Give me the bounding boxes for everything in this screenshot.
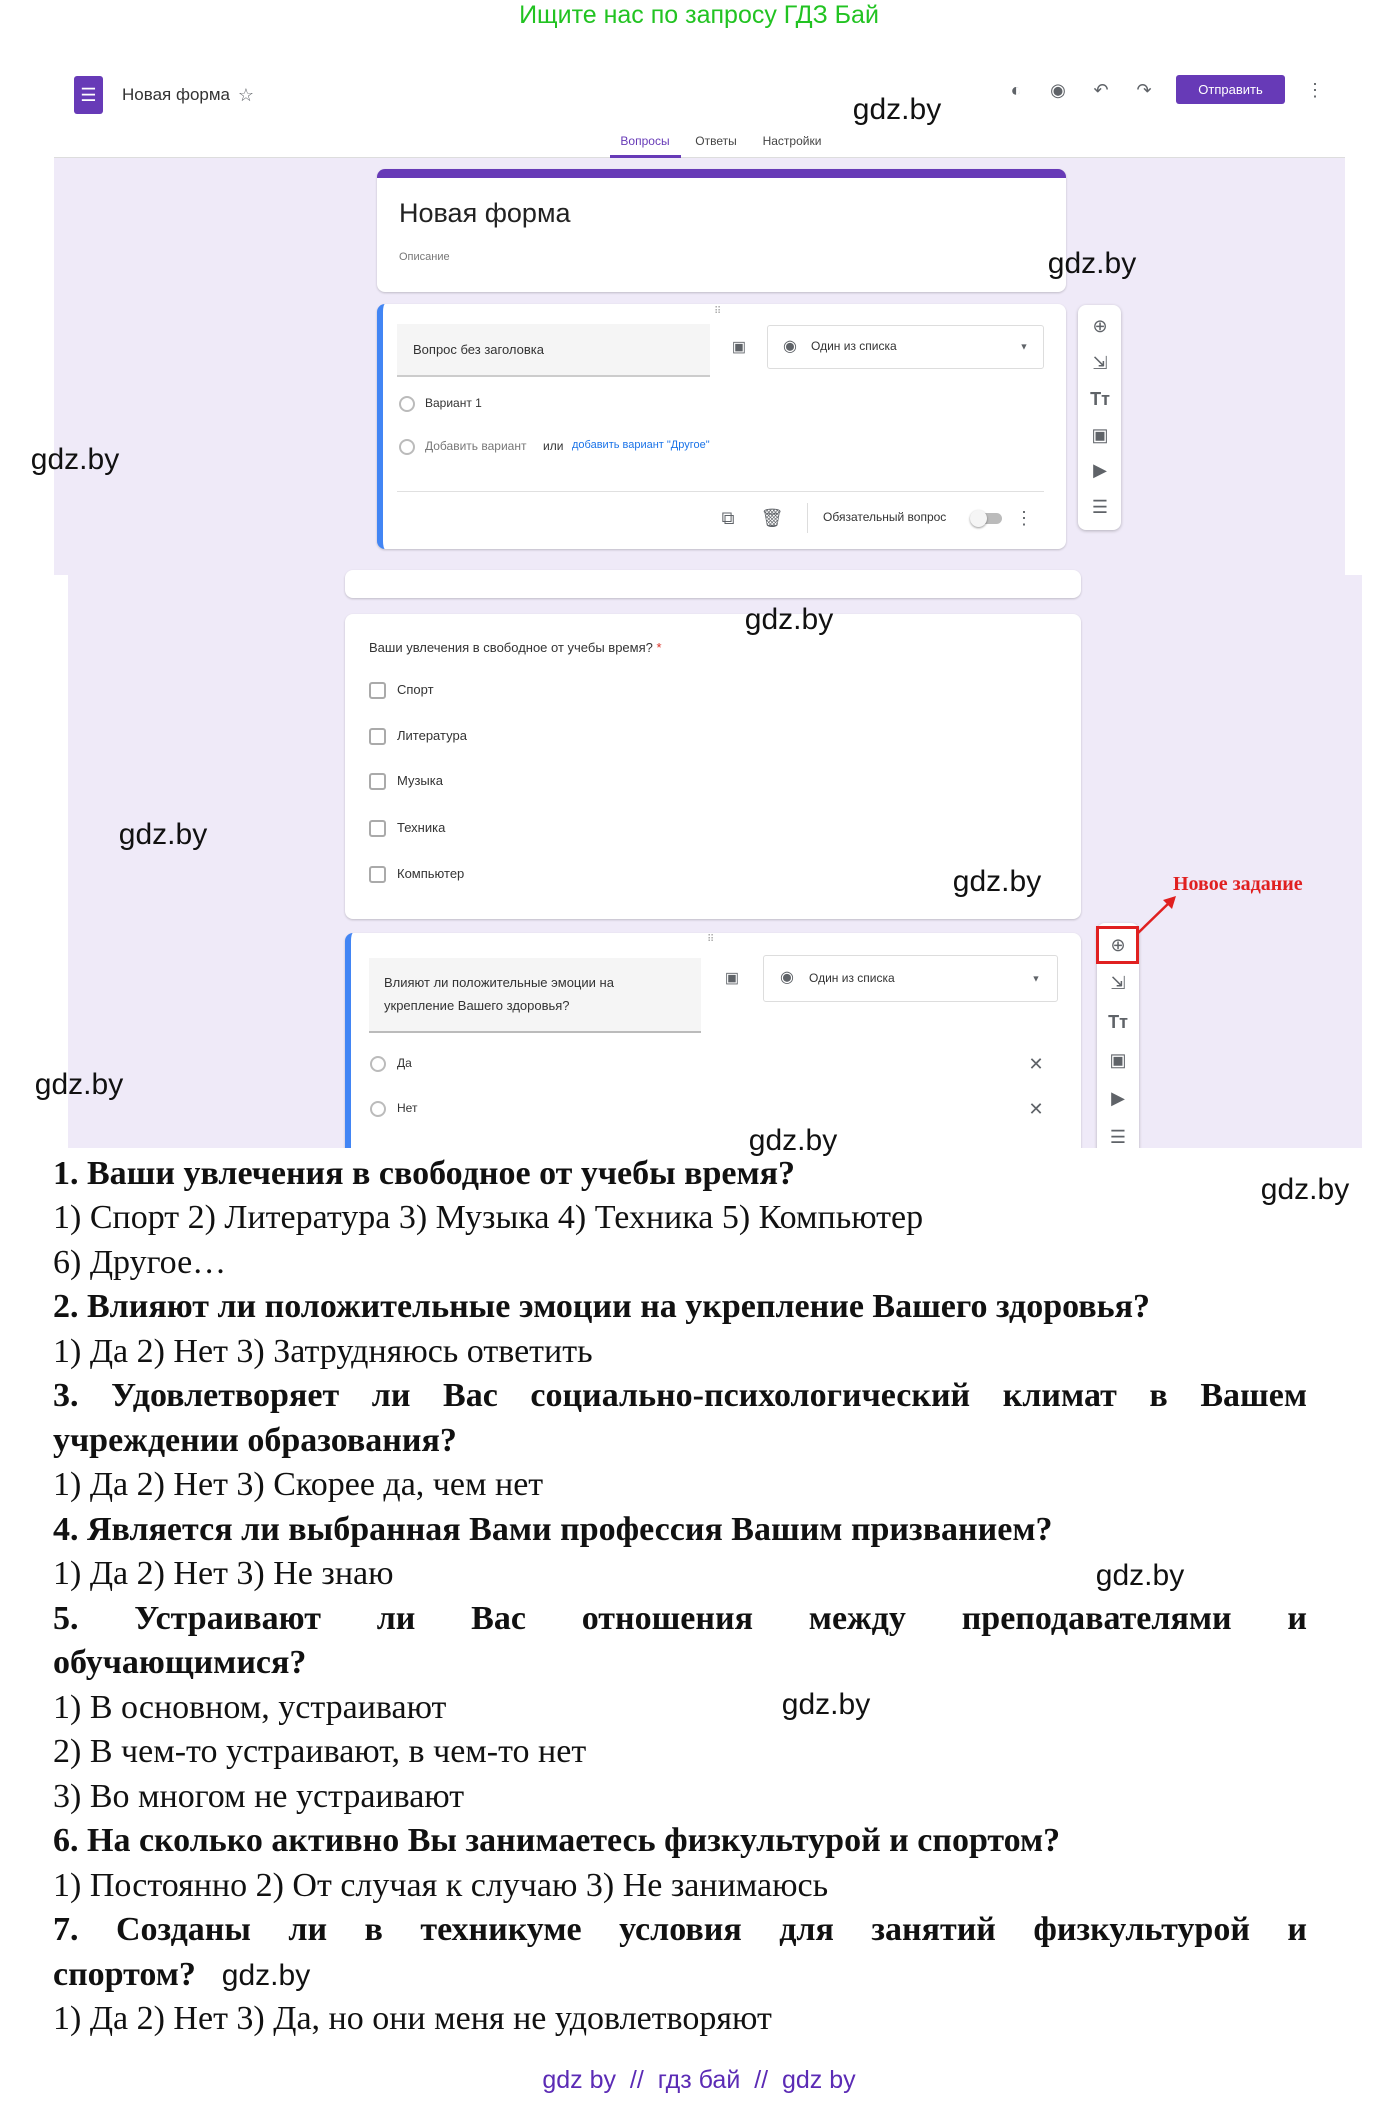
answer-5-3: 3) Во многом не устраивают bbox=[53, 1778, 465, 1815]
watermark: gdz.by bbox=[1260, 1173, 1350, 1206]
redo-icon[interactable]: ↷ bbox=[1136, 80, 1152, 100]
annotation-arrow-icon bbox=[1130, 890, 1190, 940]
option-label[interactable]: Да bbox=[397, 1056, 412, 1070]
question-title-input[interactable] bbox=[369, 958, 701, 1033]
add-title-icon[interactable]: Tт bbox=[1090, 389, 1110, 409]
more-menu-icon[interactable]: ⋮ bbox=[1306, 80, 1324, 100]
option-radio bbox=[370, 1101, 386, 1117]
option-label: Спорт bbox=[397, 682, 434, 697]
answers-2: 1) Да 2) Нет 3) Затрудняюсь ответить bbox=[53, 1333, 593, 1370]
answer-5-2: 2) В чем-то устраивают, в чем-то нет bbox=[53, 1733, 587, 1770]
option-radio bbox=[399, 396, 415, 412]
answers-1-cont: 6) Другое… bbox=[53, 1244, 227, 1281]
question-more-icon[interactable]: ⋮ bbox=[1015, 508, 1033, 528]
tab-settings[interactable]: Настройки bbox=[762, 134, 822, 148]
option-label[interactable]: Вариант 1 bbox=[425, 396, 482, 410]
watermark: gdz.by bbox=[781, 1688, 871, 1721]
send-button[interactable]: Отправить bbox=[1176, 75, 1285, 104]
add-image-icon[interactable]: ▣ bbox=[1109, 1050, 1127, 1070]
answers-4: 1) Да 2) Нет 3) Не знаю bbox=[53, 1555, 394, 1592]
form-description-input[interactable]: Описание bbox=[399, 251, 450, 263]
trash-icon[interactable]: 🗑 bbox=[760, 508, 784, 528]
add-video-icon[interactable]: ▶ bbox=[1093, 460, 1107, 480]
radio-type-icon: ◉ bbox=[780, 969, 794, 986]
question-type-label: Один из списка bbox=[811, 339, 897, 353]
remove-option-icon[interactable]: ✕ bbox=[1028, 1099, 1044, 1119]
question-6: 6. На сколько активно Вы занимаетесь физкультурой и спортом? bbox=[53, 1822, 1061, 1859]
question-type-label: Один из списка bbox=[809, 971, 895, 985]
add-option-radio bbox=[399, 439, 415, 455]
question-3: 3. Удовлетворяет ли Вас социально-психологический климат в Вашем bbox=[53, 1377, 1307, 1414]
remove-option-icon[interactable]: ✕ bbox=[1028, 1054, 1044, 1074]
watermark: gdz.by bbox=[952, 865, 1042, 898]
radio-type-icon: ◉ bbox=[783, 338, 797, 355]
tab-questions[interactable]: Вопросы bbox=[620, 134, 670, 148]
question-5: 5. Устраивают ли Вас отношения между преподавателями и bbox=[53, 1600, 1307, 1637]
answers-3: 1) Да 2) Нет 3) Скорее да, чем нет bbox=[53, 1466, 544, 1503]
dropdown-arrow-icon: ▼ bbox=[1019, 341, 1029, 352]
add-other-link[interactable]: добавить вариант "Другое" bbox=[572, 439, 710, 451]
forms-logo-icon: ☰ bbox=[74, 76, 103, 114]
add-section-icon[interactable]: ☰ bbox=[1091, 497, 1109, 517]
dropdown-arrow-icon: ▼ bbox=[1031, 973, 1041, 984]
option-label: Компьютер bbox=[397, 866, 465, 881]
add-question-icon[interactable]: ⊕ bbox=[1110, 935, 1126, 955]
watermark: gdz.by bbox=[748, 1124, 838, 1157]
required-toggle[interactable] bbox=[972, 513, 1002, 524]
checkbox[interactable] bbox=[369, 866, 386, 883]
watermark: gdz.by bbox=[852, 93, 942, 126]
question-type-dropdown[interactable] bbox=[763, 955, 1058, 1002]
previous-card bbox=[345, 570, 1081, 598]
separator bbox=[807, 503, 808, 533]
question-2: 2. Влияют ли положительные эмоции на укрепление Вашего здоровья? bbox=[53, 1288, 1151, 1325]
form-title[interactable]: Новая форма bbox=[399, 198, 571, 228]
question-type-dropdown[interactable] bbox=[767, 325, 1044, 369]
question-3-cont: учреждении образования? bbox=[53, 1422, 457, 1459]
option-label: Музыка bbox=[397, 773, 443, 788]
checkbox[interactable] bbox=[369, 820, 386, 837]
add-section-icon[interactable]: ☰ bbox=[1109, 1127, 1127, 1147]
question-4: 4. Является ли выбранная Вами профессия Вашим призванием? bbox=[53, 1511, 1053, 1548]
image-icon[interactable]: ▣ bbox=[724, 969, 740, 987]
undo-icon[interactable]: ↶ bbox=[1093, 80, 1109, 100]
question-5-cont: обучающимися? bbox=[53, 1644, 307, 1681]
new-task-annotation: Новое задание bbox=[1173, 873, 1303, 895]
answers-1: 1) Спорт 2) Литература 3) Музыка 4) Техника 5) Компьютер bbox=[53, 1199, 924, 1236]
or-text: или bbox=[543, 439, 564, 453]
drag-handle-icon[interactable]: ⠿ bbox=[707, 934, 715, 945]
star-icon[interactable]: ☆ bbox=[237, 85, 255, 105]
image-icon[interactable]: ▣ bbox=[731, 338, 747, 356]
add-question-icon[interactable]: ⊕ bbox=[1092, 316, 1108, 336]
question-title-line: укрепление Вашего здоровья? bbox=[384, 998, 570, 1013]
search-hint: Ищите нас по запросу ГДЗ Бай bbox=[519, 1, 879, 29]
watermark: gdz.by bbox=[744, 603, 834, 636]
add-image-icon[interactable]: ▣ bbox=[1091, 425, 1109, 445]
duplicate-icon[interactable]: ⧉ bbox=[721, 508, 735, 528]
question-7: 7. Созданы ли в техникуме условия для занятий физкультурой и bbox=[53, 1911, 1307, 1948]
option-label: Литература bbox=[397, 728, 467, 743]
checkbox[interactable] bbox=[369, 728, 386, 745]
watermark: gdz.by bbox=[30, 443, 120, 476]
question-title: Ваши увлечения в свободное от учебы время? * bbox=[369, 640, 662, 655]
watermark: gdz.by bbox=[1047, 247, 1137, 280]
answers-7: 1) Да 2) Нет 3) Да, но они меня не удовлетворяют bbox=[53, 2000, 772, 2037]
watermark: gdz.by bbox=[34, 1068, 124, 1101]
question-title-line: Влияют ли положительные эмоции на bbox=[384, 975, 614, 990]
import-questions-icon[interactable]: ⇲ bbox=[1110, 973, 1126, 993]
option-radio bbox=[370, 1056, 386, 1072]
doc-title[interactable]: Новая форма bbox=[122, 85, 230, 104]
option-label[interactable]: Нет bbox=[397, 1101, 418, 1115]
checkbox[interactable] bbox=[369, 773, 386, 790]
question-7-cont: спортом? bbox=[53, 1956, 196, 1993]
form-title-card bbox=[377, 169, 1066, 292]
footer-links: gdz by // гдз бай // gdz by bbox=[542, 2066, 856, 2094]
divider bbox=[397, 491, 1044, 492]
watermark: gdz.by bbox=[118, 818, 208, 851]
add-video-icon[interactable]: ▶ bbox=[1111, 1088, 1125, 1108]
question-title: Вопрос без заголовка bbox=[413, 342, 544, 357]
active-tab-indicator bbox=[610, 155, 681, 158]
option-label: Техника bbox=[397, 820, 446, 835]
checkbox[interactable] bbox=[369, 682, 386, 699]
import-questions-icon[interactable]: ⇲ bbox=[1092, 353, 1108, 373]
question-1: 1. Ваши увлечения в свободное от учебы время? bbox=[53, 1155, 796, 1192]
add-option-link[interactable]: Добавить вариант bbox=[425, 439, 527, 453]
answer-5-1: 1) В основном, устраивают bbox=[53, 1689, 447, 1726]
required-label: Обязательный вопрос bbox=[823, 510, 947, 524]
tab-responses[interactable]: Ответы bbox=[695, 134, 737, 148]
answers-6: 1) Постоянно 2) От случая к случаю 3) Не занимаюсь bbox=[53, 1867, 829, 1904]
preview-eye-icon[interactable]: ◉ bbox=[1050, 80, 1066, 100]
add-title-icon[interactable]: Tт bbox=[1108, 1012, 1128, 1032]
watermark: gdz.by bbox=[221, 1959, 311, 1992]
watermark: gdz.by bbox=[1095, 1559, 1185, 1592]
palette-icon[interactable]: ◐ bbox=[1010, 80, 1022, 100]
drag-handle-icon[interactable]: ⠿ bbox=[714, 306, 722, 317]
